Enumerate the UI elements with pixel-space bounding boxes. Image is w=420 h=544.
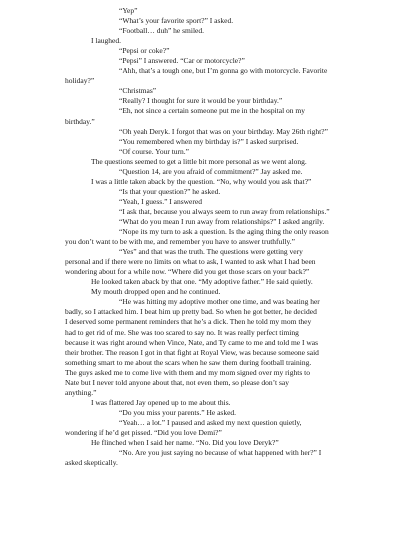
text-line: “Pepsi or coke?” (119, 46, 170, 56)
text-line: He looked taken aback by that one. “My adoptive father.” He said quietly. (91, 277, 313, 287)
text-line: “Nope its my turn to ask a question. Is the aging thing the only reason (119, 227, 329, 237)
text-line: something smart to me about the scars when he saw them during football training. (65, 357, 312, 367)
text-line: “I ask that, because you always seem to run away from relationships.” (119, 206, 330, 216)
text-line: “Do you miss your parents.” He asked. (119, 407, 237, 417)
text-line: because it was right around when Vince, Nate, and Ty came to me and told me I was (65, 337, 319, 347)
text-line: personal and if there were no limits on what to ask, I wanted to ask what I had been (65, 257, 316, 267)
text-line: “Yeah… a lot.” I paused and asked my next question quietly, (119, 417, 302, 427)
text-line: “Pepsi” I answered. “Car or motorcycle?” (119, 56, 245, 66)
text-line: asked skeptically. (65, 458, 118, 468)
text-line: “Christmas” (119, 86, 157, 96)
text-line: “Question 14, are you afraid of commitment?” Jay asked me. (119, 166, 303, 176)
text-line: badly, so I attacked him. I beat him up pretty bad. So when he got better, he decided (65, 307, 317, 317)
text-line: their brother. The reason I got in that fight at Royal View, was because someone said (65, 347, 319, 357)
text-line: “Is that your question?” he asked. (119, 186, 221, 196)
text-line: I laughed. (91, 36, 121, 46)
text-line: holiday?” (65, 76, 95, 86)
text-line: “He was hitting my adoptive mother one time, and was beating her (119, 297, 320, 307)
text-line: “Oh yeah Deryk. I forgot that was on your birthday. May 26th right?” (119, 126, 328, 136)
text-line: “You remembered when my birthday is?” I asked surprised. (119, 136, 299, 146)
text-line: wondering if he’d get pissed. “Did you love Demi?” (65, 427, 222, 437)
text-line: had to get rid of me. She was too scared to say no. It was really perfect timing (65, 327, 299, 337)
text-line: I was flattered Jay opened up to me about this. (91, 397, 231, 407)
text-line: I deserved some permanent reminders that he’s a dick. Then he told my mom they (65, 317, 312, 327)
text-line: Nate but I never told anyone about that, not even them, so please don’t say (65, 377, 289, 387)
text-line: “Yeah, I guess.” I answered (119, 196, 202, 206)
text-line: you don’t want to be with me, and remember you have to answer truthfully.” (65, 237, 295, 247)
text-line: I was a little taken aback by the question. “No, why would you ask that?” (91, 176, 312, 186)
text-line: birthday.” (65, 116, 95, 126)
text-line: “Of course. Your turn.” (119, 146, 189, 156)
text-line: My mouth dropped open and he continued. (91, 287, 221, 297)
text-line: “Football… duh” he smiled. (119, 26, 204, 36)
text-line: “What’s your favorite sport?” I asked. (119, 16, 234, 26)
text-line: The guys asked me to come live with them and my mom signed over my rights to (65, 367, 310, 377)
text-line: “Eh, not since a certain someone put me in the hospital on my (119, 106, 305, 116)
text-line: He flinched when I said her name. “No. Did you love Deryk?” (91, 438, 279, 448)
text-line: “Yes” and that was the truth. The questions were getting very (119, 247, 303, 257)
text-line: “No. Are you just saying no because of what happened with her?” I (119, 448, 322, 458)
text-line: “Ahh, that’s a tough one, but I’m gonna go with motorcycle. Favorite (119, 66, 328, 76)
text-line: “Really? I thought for sure it would be your birthday.” (119, 96, 283, 106)
text-line: anything.” (65, 387, 97, 397)
text-line: “Yep” (119, 6, 138, 15)
text-line: wondering about for a while now. “Where did you get those scars on your back?” (65, 267, 310, 277)
text-line: The questions seemed to get a little bit more personal as we went along. (91, 156, 307, 166)
text-line: “What do you mean I run away from relationships?” I asked angrily. (119, 216, 325, 226)
